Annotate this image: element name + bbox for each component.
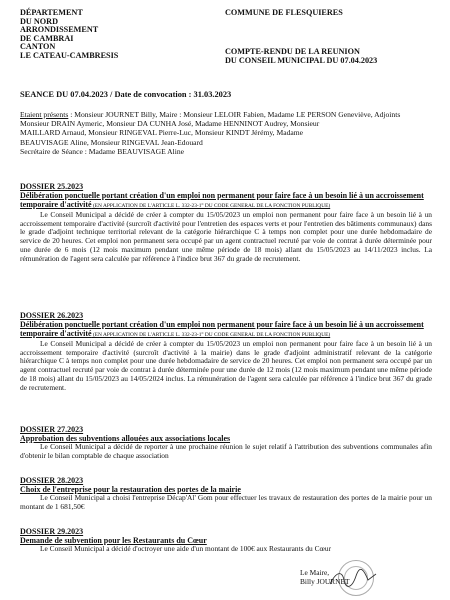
dossier-body: [20, 545, 432, 554]
dossier-title: DOSSIER 25.2023: [20, 182, 84, 191]
members-line: BEAUVISAGE Aline, Monsieur RINGEVAL Jean-Edouard: [20, 137, 203, 147]
dossier-body-text: Le Conseil Municipal a choisi l'entreprise Décap'Al' Gom pour effectuer les travaux de restauration des portes de la mairie pour un montant de 1 681,50€: [20, 493, 432, 511]
dossier-title: DOSSIER 29.2023: [20, 527, 84, 536]
department-line: DÉPARTEMENT: [20, 8, 83, 17]
dossier-subject: [20, 191, 432, 211]
dossier-title: DOSSIER 26.2023: [20, 311, 84, 320]
dossier-subject-ref: (EN APPLICATION DE L'ARTICLE L. 332-23-1° DU CODE GENERAL DE LA FONCTION PUBLIQUE): [91, 203, 331, 209]
secretary-line: Secrétaire de Séance : Madame BEAUVISAGE Aline: [20, 146, 185, 156]
dossier-28: [20, 476, 432, 511]
department-line: ARRONDISSEMENT: [20, 25, 99, 35]
dossier-subject: Choix de l'entreprise pour la restauration des portes de la mairie: [20, 485, 241, 494]
presents-text: : Monsieur JOURNET Billy, Maire : Monsieur LELOIR Fabien, Madame LE PERSON Geneviève, Adjoints: [68, 110, 401, 119]
signature-name: Billy JOURNET: [300, 577, 350, 586]
presents-line: [20, 110, 432, 119]
dossier-body: [20, 443, 432, 460]
department-header: [20, 9, 118, 61]
report-title-line: COMPTE-RENDU DE LA REUNION: [225, 47, 360, 56]
department-line: DU NORD: [20, 16, 58, 26]
dossier-subject-ref: (EN APPLICATION DE L'ARTICLE L. 332-23-1° DU CODE GENERAL DE LA FONCTION PUBLIQUE): [91, 332, 331, 338]
members-line: Monsieur DRAIN Aymeric, Monsieur DA CUNHA José, Madame HENNINOT Audrey, Monsieur: [20, 119, 320, 129]
dossier-subject-text: Délibération ponctuelle portant création d'un emploi non permanent pour faire face à un besoin lié à un accroissement temporaire d'activité: [20, 191, 424, 209]
dossier-29: [20, 527, 432, 554]
seance-date: SEANCE DU 07.04.2023 / Date de convocation : 31.03.2023: [20, 90, 232, 99]
dossier-body-text: Le Conseil Municipal a décidé de créer à compter du 15/05/2023 un emploi non permanent pour faire face à un besoin lié à un accroissement temporaire d'activité (surcroît d'activité pour l'entretien des espaces verts et pour l'entretien des bâtiments communaux) dans le grade d'adjoint technique territorial relevant de la catégorie hiérarchique C à temps non complet pour une durée hebdomadaire de service de 20 heures. Cet emploi non permanent sera occupé par un agent contractuel recruté par voie de contrat à durée déterminée pour une durée de 6 mois (12 mois maximum pendant une même période de 18 mois) allant du 15/05/2023 au 14/11/2023 inclus. La rémunération de l'agent sera calculée par référence à l'indice brut 367 du grade de recrutement.: [20, 210, 432, 263]
dossier-subject: Approbation des subventions allouées aux associations locales: [20, 434, 231, 443]
dossier-subject: [20, 320, 432, 340]
report-title-line: DU CONSEIL MUNICIPAL DU 07.04.2023: [225, 55, 378, 65]
signature-role: Le Maire,: [300, 568, 330, 577]
dossier-25: [20, 182, 432, 263]
department-line: DE CAMBRAI: [20, 33, 74, 43]
dossier-title: DOSSIER 28.2023: [20, 476, 84, 485]
dossier-body: [20, 211, 432, 263]
dossier-subject: Demande de subvention pour les Restaurants du Cœur: [20, 536, 207, 545]
dossier-subject-text: Délibération ponctuelle portant création d'un emploi non permanent pour faire face à un besoin lié à un accroissement temporaire d'activité: [20, 320, 424, 338]
dossier-body-text: Le Conseil Municipal a décidé de reporter à une prochaine réunion le sujet relatif à l'attribution des subventions communales afin d'obtenir le bilan comptable de chaque association: [20, 442, 432, 460]
dossier-title: DOSSIER 27.2023: [20, 425, 84, 434]
dossier-body: [20, 494, 432, 511]
members-line: MAILLARD Arnaud, Monsieur RINGEVAL Pierre-Luc, Monsieur KINDT Jérémy, Madame: [20, 128, 304, 138]
commune-name: COMMUNE DE FLESQUIERES: [225, 8, 343, 17]
signature-block: [300, 568, 349, 586]
dossier-27: [20, 425, 432, 460]
attendance-block: [20, 110, 432, 156]
presents-label: Etaient présents: [20, 110, 69, 119]
dossier-body-text: Le Conseil Municipal a décidé de créer à compter du 15/05/2023 un emploi non permanent pour faire face à un besoin lié à un accroissement temporaire d'activité (surcroît d'activité à la mairie) dans le grade d'adjoint administratif relevant de la catégorie hiérarchique C à temps non complet pour une durée hebdomadaire de service de 20 heures. Cet emploi non permanent sera occupé par un agent contractuel recruté par voie de contrat à durée déterminée pour une durée de 12 mois (12 mois maximum pendant une même période de 18 mois) allant du 15/05/2023 au 14/05/2024 inclus. La rémunération de l'agent sera calculée par référence à l'indice brut 367 du grade de recrutement.: [20, 339, 432, 392]
department-line: CANTON: [20, 42, 56, 52]
dossier-body-text: Le Conseil Municipal a décidé d'octroyer une aide d'un montant de 100€ aux Restaurants du Cœur: [40, 544, 332, 553]
report-title: [225, 48, 377, 65]
dossier-26: [20, 311, 432, 392]
department-line: LE CATEAU-CAMBRESIS: [20, 50, 119, 60]
dossier-body: [20, 340, 432, 392]
